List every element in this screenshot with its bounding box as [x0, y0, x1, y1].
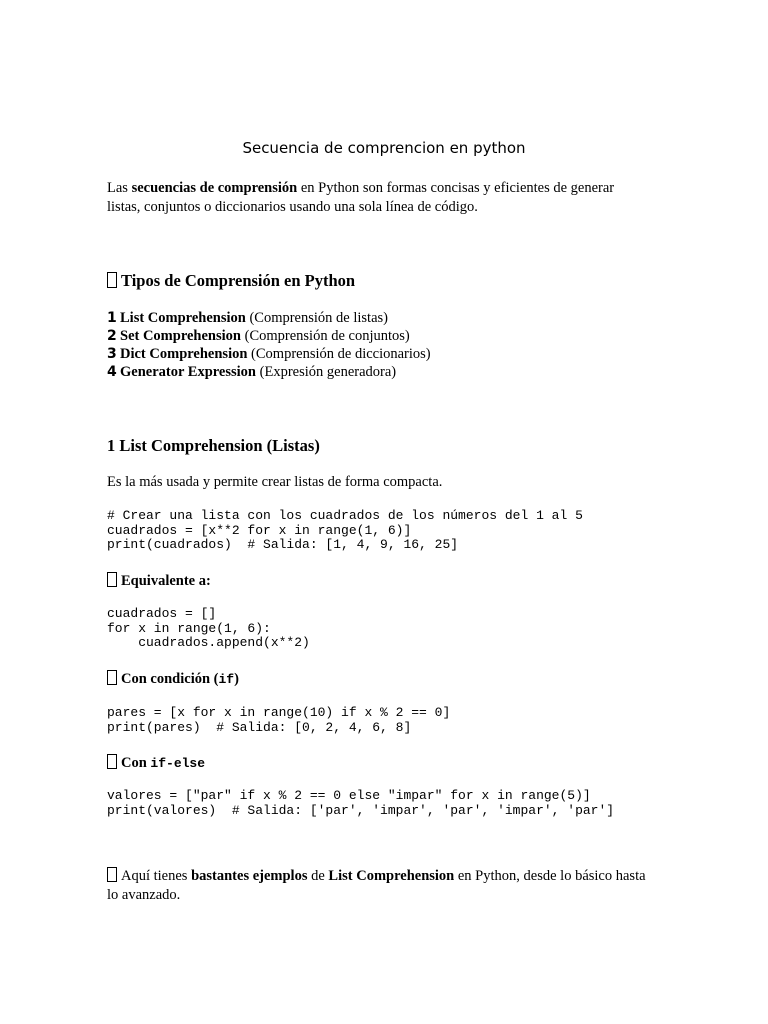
- missing-glyph-icon: [107, 272, 117, 288]
- type-name: List Comprehension: [120, 310, 246, 326]
- closing-paragraph: [107, 867, 647, 905]
- condition-heading-suffix: ): [234, 671, 239, 687]
- closing-middle: de: [307, 868, 329, 884]
- if-else-heading: [107, 754, 205, 772]
- intro-bold-term: secuencias de comprensión: [131, 180, 298, 196]
- number-2-icon: 2: [107, 328, 117, 344]
- number-3-icon: 3: [107, 346, 117, 362]
- list-item: [107, 327, 431, 345]
- if-else-heading-prefix: Con: [121, 755, 151, 771]
- document-title: Secuencia de comprencion en python: [242, 139, 526, 157]
- types-list: [107, 309, 431, 381]
- number-1-icon: 1: [107, 310, 117, 326]
- code-block-list-comprehension: # Crear una lista con los cuadrados de los números del 1 al 5 cuadrados = [x**2 for x in range(1, 6)] print(cuadrados) # Salida: [1, 4, 9, 16, 25]: [107, 508, 583, 552]
- section1-description: Es la más usada y permite crear listas de forma compacta.: [107, 474, 443, 490]
- list-item: [107, 309, 431, 327]
- missing-glyph-icon: [107, 572, 117, 587]
- if-else-heading-code: if-else: [150, 756, 206, 771]
- equivalent-heading: [107, 572, 211, 590]
- types-heading: [107, 271, 355, 291]
- code-block-if-else: valores = ["par" if x % 2 == 0 else "impar" for x in range(5)] print(valores) # Salida: ['par', 'impar', 'par', 'impar', 'par']: [107, 788, 615, 818]
- closing-prefix: Aquí tienes: [121, 868, 192, 884]
- type-desc: (Expresión generadora): [256, 364, 397, 380]
- code-block-equivalent: cuadrados = [] for x in range(1, 6): cuadrados.append(x**2): [107, 606, 310, 650]
- type-name: Set Comprehension: [120, 328, 241, 344]
- section1-heading: 1 List Comprehension (Listas): [107, 436, 320, 455]
- closing-bold-examples: bastantes ejemplos: [191, 868, 308, 884]
- type-desc: (Comprensión de conjuntos): [240, 328, 410, 344]
- intro-paragraph: [107, 179, 647, 217]
- condition-heading-code: if: [218, 672, 235, 687]
- condition-heading: [107, 670, 239, 688]
- missing-glyph-icon: [107, 754, 117, 769]
- closing-suffix: en Python, desde lo básico hasta lo avanzado.: [107, 868, 646, 903]
- equivalent-heading-text: Equivalente a:: [121, 573, 211, 589]
- closing-bold-term: List Comprehension: [328, 868, 455, 884]
- condition-heading-prefix: Con condición (: [121, 671, 219, 687]
- list-item: [107, 345, 431, 363]
- type-desc: (Comprensión de diccionarios): [247, 346, 431, 362]
- missing-glyph-icon: [107, 867, 117, 882]
- intro-suffix: en Python son formas concisas y eficientes de generar listas, conjuntos o diccionarios usando una sola línea de código.: [107, 180, 615, 215]
- missing-glyph-icon: [107, 670, 117, 685]
- type-desc: (Comprensión de listas): [245, 310, 388, 326]
- list-item: [107, 363, 431, 381]
- intro-prefix: Las: [107, 180, 132, 196]
- code-block-condition: pares = [x for x in range(10) if x % 2 == 0] print(pares) # Salida: [0, 2, 4, 6, 8]: [107, 705, 451, 735]
- types-heading-text: Tipos de Comprensión en Python: [121, 271, 356, 290]
- number-4-icon: 4: [107, 364, 117, 380]
- type-name: Generator Expression: [120, 364, 257, 380]
- type-name: Dict Comprehension: [120, 346, 248, 362]
